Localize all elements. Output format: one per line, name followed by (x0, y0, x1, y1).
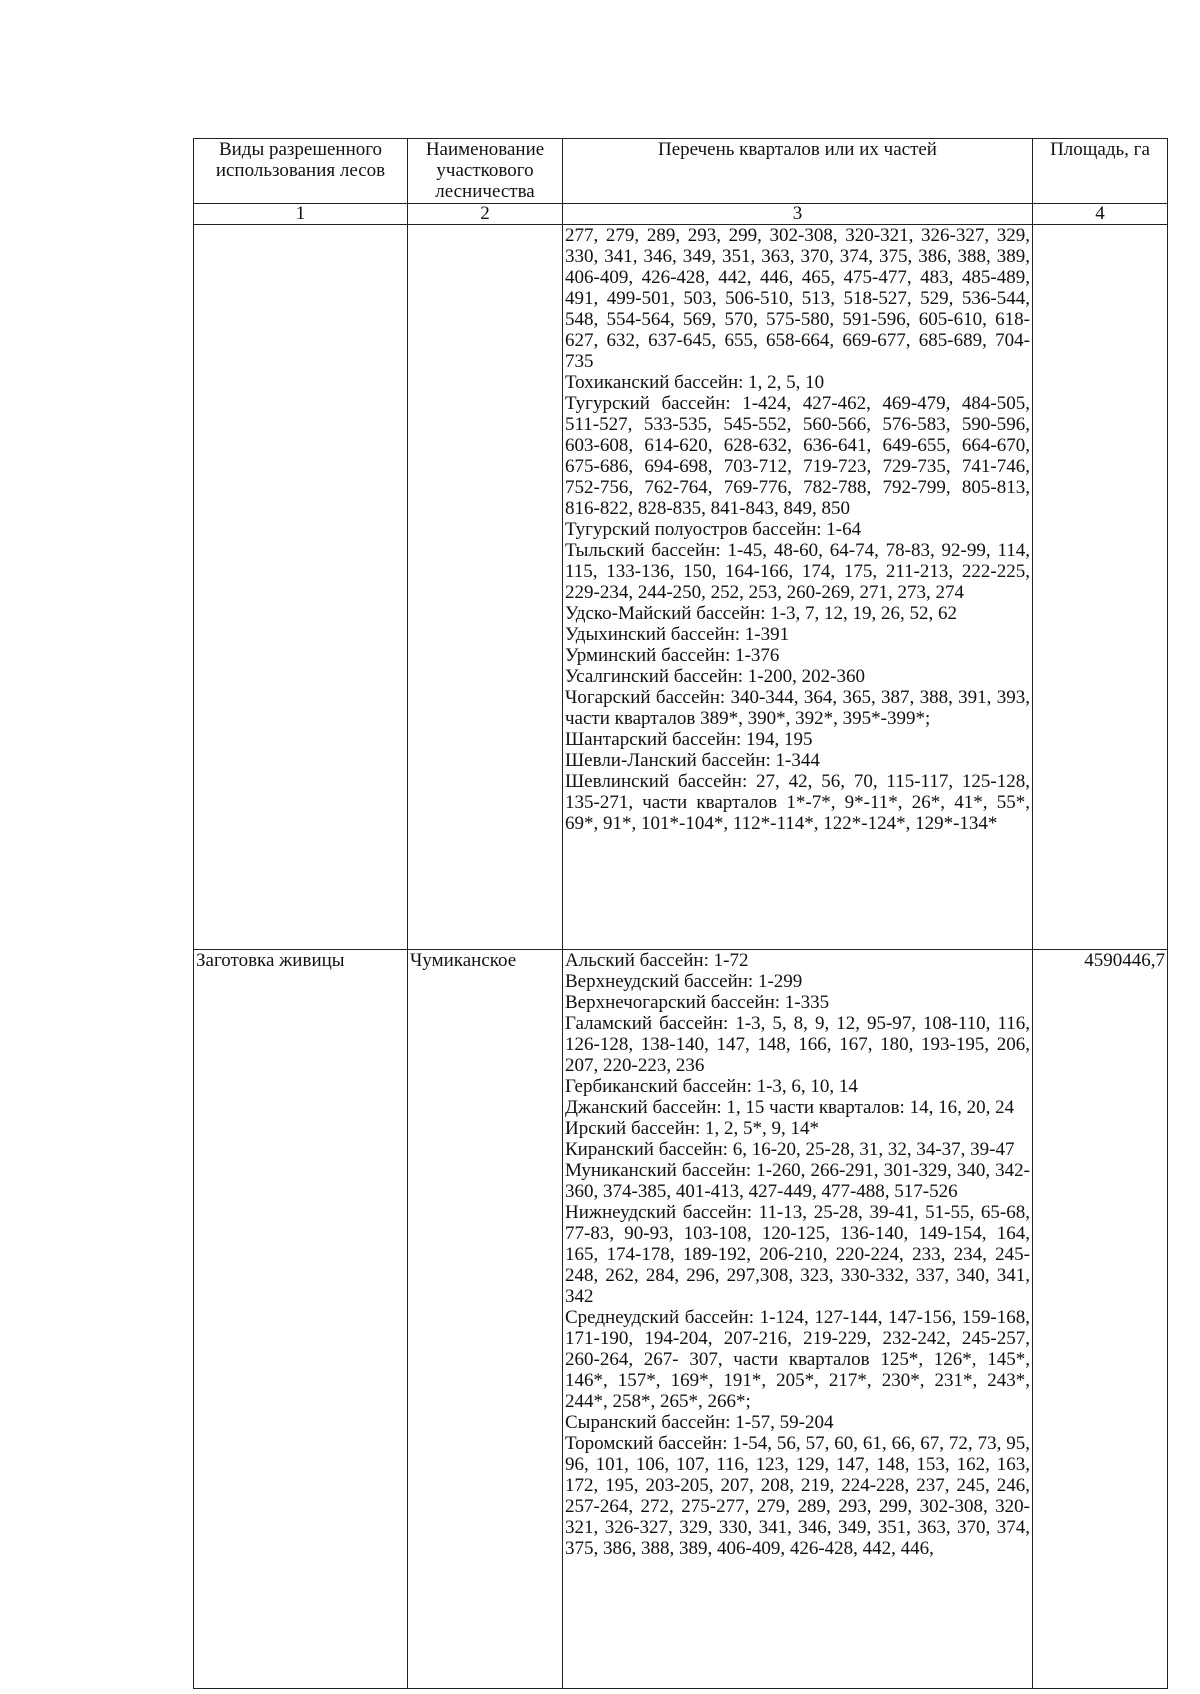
column-number-1: 1 (194, 204, 408, 225)
quarters-line: Муниканский бассейн: 1-260, 266-291, 301-329, 340, 342-360, 374-385, 401-413, 427-449, 477-488, 517-526 (565, 1160, 1030, 1202)
column-number-row (194, 204, 1168, 225)
header-use-type: Виды разрешенного использования лесов (194, 139, 408, 204)
quarters-line: Верхнеудский бассейн: 1-299 (565, 971, 803, 992)
quarters-line: 277, 279, 289, 293, 299, 302-308, 320-321, 326-327, 329, 330, 341, 346, 349, 351, 363, 370, 374, 375, 386, 388, 389, 406-409, 426-428, 442, 446, 465, 475-477, 483, 485-489, 491, 499-501, 503, 506-510, 513, 518-527, 529, 536-544, 548, 554-564, 569, 570, 575-580, 591-596, 605-610, 618-627, 632, 637-645, 655, 658-664, 669-677, 685-689, 704-735 (565, 225, 1030, 372)
quarters-line: Альский бассейн: 1-72 (565, 950, 749, 971)
quarters-line: Галамский бассейн: 1-3, 5, 8, 9, 12, 95-97, 108-110, 116, 126-128, 138-140, 147, 148, 166, 167, 180, 193-195, 206, 207, 220-223, 236 (565, 1013, 1030, 1076)
quarters-line: Ирский бассейн: 1, 2, 5*, 9, 14* (565, 1118, 819, 1139)
quarters-line: Киранский бассейн: 6, 16-20, 25-28, 31, 32, 34-37, 39-47 (565, 1139, 1015, 1160)
column-number-3: 3 (563, 204, 1033, 225)
table-row (194, 225, 1168, 950)
header-forestry: Наименование участкового лесничества (408, 139, 563, 204)
area-cell: 4590446,7 (1033, 950, 1168, 1689)
quarters-line: Удыхинский бассейн: 1-391 (565, 624, 790, 645)
quarters-line: Среднеудский бассейн: 1-124, 127-144, 147-156, 159-168, 171-190, 194-204, 207-216, 219-229, 232-242, 245-257, 260-264, 267- 307, части кварталов 125*, 126*, 145*, 146*, 157*, 169*, 191*, 205*, 217*, 230*, 231*, 243*, 244*, 258*, 265*, 266*; (565, 1307, 1030, 1412)
quarters-cell (563, 225, 1033, 950)
quarters-line: Торомский бассейн: 1-54, 56, 57, 60, 61, 66, 67, 72, 73, 95, 96, 101, 106, 107, 116, 123, 129, 147, 148, 153, 162, 163, 172, 195, 203-205, 207, 208, 219, 224-228, 237, 245, 246, 257-264, 272, 275-277, 279, 289, 293, 299, 302-308, 320-321, 326-327, 329, 330, 341, 346, 349, 351, 363, 370, 374, 375, 386, 388, 389, 406-409, 426-428, 442, 446, (565, 1433, 1030, 1559)
quarters-line: Тугурский полуостров бассейн: 1-64 (565, 519, 862, 540)
quarters-line: Шантарский бассейн: 194, 195 (565, 729, 813, 750)
quarters-line: Джанский бассейн: 1, 15 части кварталов: 14, 16, 20, 24 (565, 1097, 1015, 1118)
header-area: Площадь, га (1033, 139, 1168, 204)
quarters-line: Удско-Майский бассейн: 1-3, 7, 12, 19, 26, 52, 62 (565, 603, 958, 624)
quarters-line: Тыльский бассейн: 1-45, 48-60, 64-74, 78-83, 92-99, 114, 115, 133-136, 150, 164-166, 174, 175, 211-213, 222-225, 229-234, 244-250, 252, 253, 260-269, 271, 273, 274 (565, 540, 1030, 603)
quarters-line: Сыранский бассейн: 1-57, 59-204 (565, 1412, 834, 1433)
table-row (194, 950, 1168, 1689)
header-quarters: Перечень кварталов или их частей (563, 139, 1033, 204)
quarters-line: Гербиканский бассейн: 1-3, 6, 10, 14 (565, 1076, 858, 1097)
quarters-line: Шевлинский бассейн: 27, 42, 56, 70, 115-117, 125-128, 135-271, части кварталов 1*-7*, 9*-11*, 26*, 41*, 55*, 69*, 91*, 101*-104*, 112*-114*, 122*-124*, 129*-134* (565, 771, 1030, 834)
use-type-cell: Заготовка живицы (194, 950, 408, 1689)
table-header-row (194, 139, 1168, 204)
use-type-cell (194, 225, 408, 950)
area-cell (1033, 225, 1168, 950)
forest-use-table (193, 138, 1168, 1689)
column-number-2: 2 (408, 204, 563, 225)
quarters-line: Верхнечогарский бассейн: 1-335 (565, 992, 830, 1013)
quarters-line: Шевли-Ланский бассейн: 1-344 (565, 750, 820, 771)
quarters-line: Усалгинский бассейн: 1-200, 202-360 (565, 666, 865, 687)
quarters-line: Чогарский бассейн: 340-344, 364, 365, 387, 388, 391, 393, части кварталов 389*, 390*, 392*, 395*-399*; (565, 687, 1030, 729)
forestry-cell: Чумиканское (408, 950, 563, 1689)
forestry-cell (408, 225, 563, 950)
quarters-line: Нижнеудский бассейн: 11-13, 25-28, 39-41, 51-55, 65-68, 77-83, 90-93, 103-108, 120-125, 136-140, 149-154, 164, 165, 174-178, 189-192, 206-210, 220-224, 233, 234, 245-248, 262, 284, 296, 297,308, 323, 330-332, 337, 340, 341, 342 (565, 1202, 1030, 1307)
quarters-line: Урминский бассейн: 1-376 (565, 645, 780, 666)
column-number-4: 4 (1033, 204, 1168, 225)
quarters-line: Тугурский бассейн: 1-424, 427-462, 469-479, 484-505, 511-527, 533-535, 545-552, 560-566, 576-583, 590-596, 603-608, 614-620, 628-632, 636-641, 649-655, 664-670, 675-686, 694-698, 703-712, 719-723, 729-735, 741-746, 752-756, 762-764, 769-776, 782-788, 792-799, 805-813, 816-822, 828-835, 841-843, 849, 850 (565, 393, 1030, 519)
quarters-line: Тохиканский бассейн: 1, 2, 5, 10 (565, 372, 825, 393)
quarters-cell (563, 950, 1033, 1689)
